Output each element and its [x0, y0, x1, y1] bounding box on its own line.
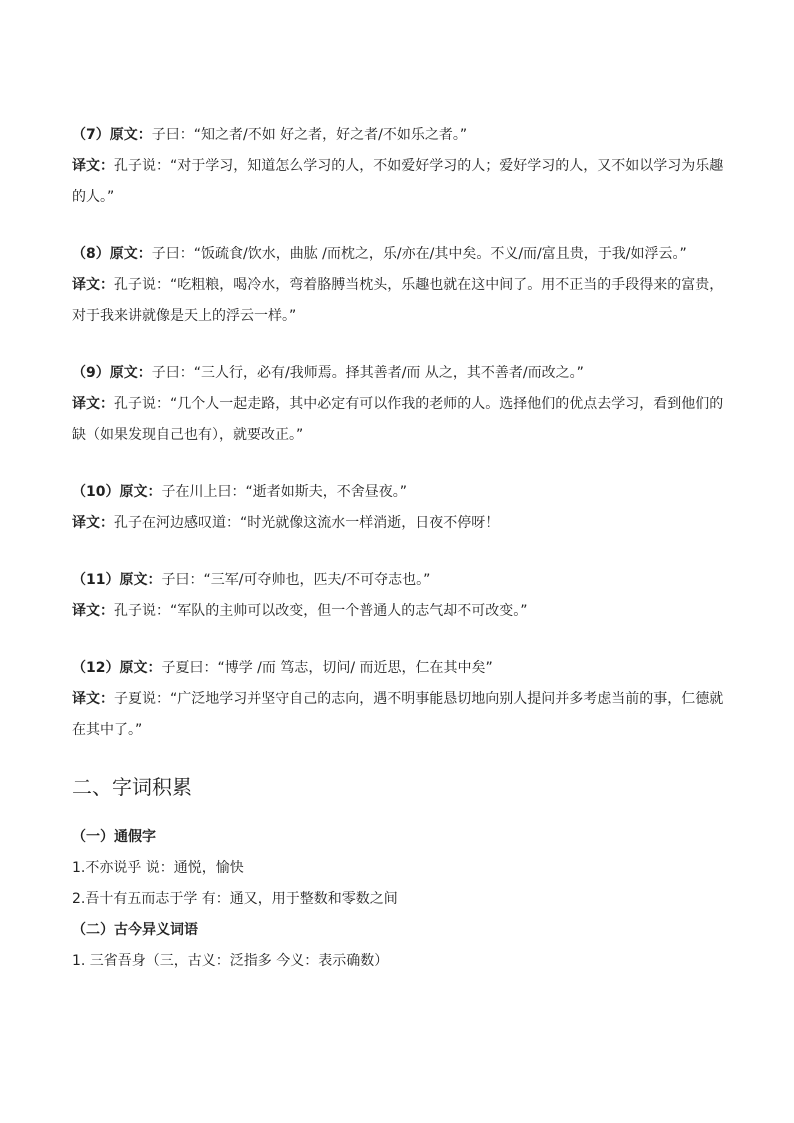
section-title: 二、字词积累 — [72, 775, 192, 799]
original-line — [72, 358, 724, 389]
entry-number: （9） — [72, 365, 110, 381]
original-label: 原文： — [119, 660, 162, 676]
original-text: 子曰：“知之者/不如 好之者，好之者/不如乐之者。” — [151, 127, 468, 143]
translation-line — [72, 270, 724, 301]
translation-label: 译文： — [72, 603, 114, 619]
entry-number: （11） — [72, 572, 120, 588]
entry-number: （8） — [72, 246, 110, 262]
original-label: 原文： — [109, 246, 152, 262]
translation-label: 译文： — [72, 515, 114, 531]
original-label: 原文： — [119, 484, 162, 500]
subsection-tongjiazi — [72, 822, 724, 915]
original-line — [72, 565, 724, 596]
translation-label: 译文： — [72, 691, 114, 707]
original-text: 子夏曰：“博学 /而 笃志，切问/ 而近思，仁在其中矣” — [161, 660, 493, 676]
translation-line-cont: 在其中了。” — [72, 722, 143, 738]
list-item: 1. 三省吾身（三，古义：泛指多 今义：表示确数） — [72, 953, 389, 969]
original-text: 子曰：“三军/可夺帅也，匹夫/不可夺志也。” — [161, 572, 431, 588]
original-label: 原文： — [119, 572, 162, 588]
translation-text: 孔子说：“军队的主帅可以改变，但一个普通人的志气却不可改变。” — [114, 603, 528, 619]
translation-line — [72, 684, 724, 715]
original-text: 子曰：“三人行，必有/我师焉。择其善者/而 从之，其不善者/而改之。” — [151, 365, 584, 381]
original-label: 原文： — [109, 127, 152, 143]
translation-text: 子夏说：“广泛地学习并坚守自己的志向，遇不明事能恳切地向别人提问并多考虑当前的事，仁德就 — [114, 691, 724, 707]
entry-7 — [72, 120, 724, 213]
original-line — [72, 653, 724, 684]
subsection-title: （一）通假字 — [72, 829, 156, 845]
translation-line — [72, 508, 724, 539]
original-line — [72, 120, 724, 151]
translation-label: 译文： — [72, 277, 114, 293]
entry-11 — [72, 565, 724, 627]
original-line — [72, 477, 724, 508]
translation-line — [72, 596, 724, 627]
translation-label: 译文： — [72, 158, 114, 174]
entry-number: （10） — [72, 484, 120, 500]
subsection-title: （二）古今异义词语 — [72, 922, 198, 938]
translation-line — [72, 151, 724, 182]
translation-text: 孔子在河边感叹道：“时光就像这流水一样消逝，日夜不停呀！ — [114, 515, 500, 531]
translation-text: 孔子说：“吃粗粮，喝冷水，弯着胳膊当枕头，乐趣也就在这中间了。用不正当的手段得来的富贵， — [114, 277, 724, 293]
original-text: 子在川上曰：“逝者如斯夫，不舍昼夜。” — [161, 484, 407, 500]
translation-line-cont: 的人。” — [72, 189, 115, 205]
original-label: 原文： — [109, 365, 152, 381]
translation-text: 孔子说：“对于学习，知道怎么学习的人，不如爱好学习的人；爱好学习的人，又不如以学习为乐趣 — [114, 158, 724, 174]
entry-number: （12） — [72, 660, 120, 676]
entry-12 — [72, 653, 724, 746]
translation-label: 译文： — [72, 396, 114, 412]
entry-8 — [72, 239, 724, 332]
list-item: 1.不亦说乎 说：通悦，愉快 — [72, 860, 244, 876]
entry-10 — [72, 477, 724, 539]
translation-line-cont: 缺（如果发现自己也有），就要改正。” — [72, 427, 304, 443]
list-item: 2.吾十有五而志于学 有：通又，用于整数和零数之间 — [72, 891, 398, 907]
translation-line-cont: 对于我来讲就像是天上的浮云一样。” — [72, 308, 297, 324]
entry-number: （7） — [72, 127, 110, 143]
original-line — [72, 239, 724, 270]
entry-9 — [72, 358, 724, 451]
translation-line — [72, 389, 724, 420]
subsection-gujin-yiyi — [72, 915, 724, 977]
translation-text: 孔子说：“几个人一起走路，其中必定有可以作我的老师的人。选择他们的优点去学习，看到他们的 — [114, 396, 724, 412]
original-text: 子曰：“饭疏食/饮水，曲肱 /而枕之，乐/亦在/其中矣。不义/而/富且贵，于我/如浮云。” — [151, 246, 687, 262]
